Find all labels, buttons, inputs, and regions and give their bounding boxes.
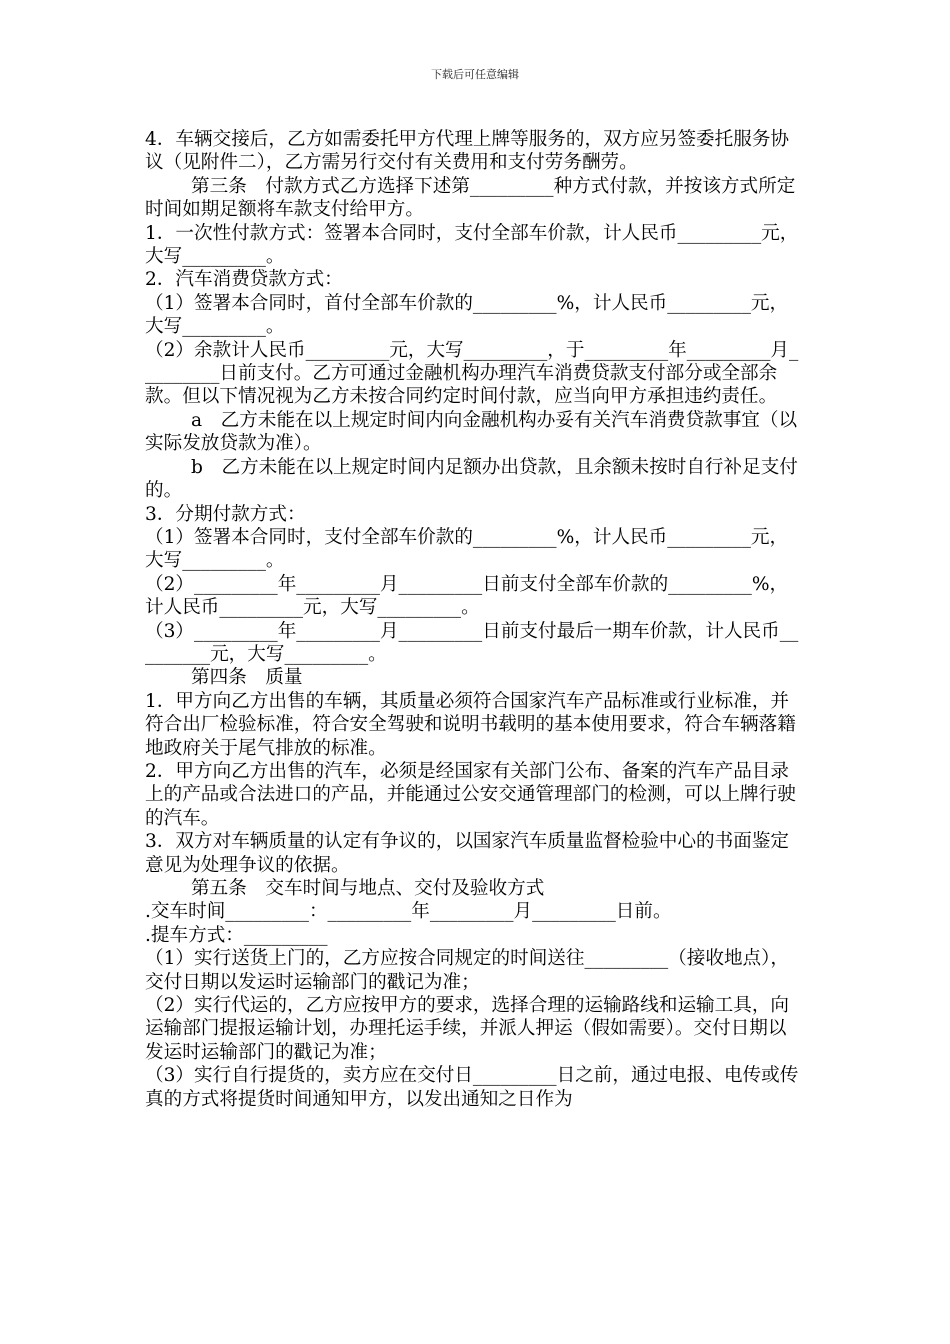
paragraph: （3）_________年_________月_________日前支付最后一期车价款，计人民币_________元，大写_________。	[145, 620, 799, 665]
paragraph: （1）签署本合同时，支付全部车价款的_________%，计人民币_________元，大写_________。	[145, 526, 789, 572]
paragraph: .提车方式：_________	[145, 924, 328, 946]
paragraph: （2）_________年_________月_________日前支付全部车价款的_________%，计人民币_________元，大写_________。	[145, 573, 789, 619]
document-body	[145, 128, 805, 1111]
article-4-heading: 第四条 质量	[191, 667, 303, 689]
article-3-heading: 第三条 付款方式乙方选择下述第_________种方式付款，并按该方式所定时间如期足额将车款支付给甲方。	[145, 175, 796, 221]
paragraph: （3）实行自行提货的，卖方应在交付日_________日之前，通过电报、电传或传真的方式将提货时间通知甲方，以发出通知之日作为	[145, 1065, 799, 1110]
paragraph: （1）实行送货上门的，乙方应按合同规定的时间送往_________（接收地点），交付日期以发运时运输部门的戳记为准；	[145, 948, 790, 993]
article-5-heading: 第五条 交车时间与地点、交付及验收方式	[191, 878, 545, 899]
paragraph: 1．一次性付款方式：签署本合同时，支付全部车价款，计人民币_________元，大写_________。	[145, 222, 799, 268]
page-header: 下载后可任意编辑	[431, 68, 519, 81]
paragraph: 3．分期付款方式：	[145, 503, 306, 525]
paragraph: 2．甲方向乙方出售的汽车，必须是经国家有关部门公布、备案的汽车产品目录上的产品或合法进口的产品，并能通过公安交通管理部门的检测，可以上牌行驶的汽车。	[145, 760, 796, 829]
paragraph: 3．双方对车辆质量的认定有争议的，以国家汽车质量监督检验中心的书面鉴定意见为处理争议的依据。	[145, 831, 790, 876]
paragraph: 4．车辆交接后，乙方如需委托甲方代理上牌等服务的，双方应另签委托服务协议（见附件二），乙方需另行交付有关费用和支付劳务酬劳。	[145, 129, 790, 174]
paragraph: （1）签署本合同时，首付全部车价款的_________%，计人民币_________元，大写_________。	[145, 292, 789, 338]
paragraph: 2．汽车消费贷款方式：	[145, 269, 343, 291]
paragraph: a 乙方未能在以上规定时间内向金融机构办妥有关汽车消费贷款事宜（以实际发放贷款为准）。	[145, 409, 798, 455]
paragraph: 1．甲方向乙方出售的车辆，其质量必须符合国家汽车产品标准或行业标准，并符合出厂检验标准，符合安全驾驶和说明书载明的基本使用要求，符合车辆落籍地政府关于尾气排放的标准。	[145, 690, 796, 759]
paragraph: （2）实行代运的，乙方应按甲方的要求，选择合理的运输路线和运输工具，向运输部门提报运输计划，办理托运手续，并派人押运（假如需要）。交付日期以发运时运输部门的戳记为准；	[145, 995, 790, 1063]
paragraph: b 乙方未能在以上规定时间内足额办出贷款，且余额未按时自行补足支付的。	[145, 456, 798, 502]
paragraph: （2）余款计人民币_________元，大写_________，于_________年_________月_________日前支付。乙方可通过金融机构办理汽车消费贷款支付部分或全部余款。但以下情况视为乙方未按合同约定时间付款，应当向甲方承担违约责任。	[145, 339, 799, 408]
paragraph: .交车时间_________：_________年_________月_________日前。	[145, 901, 672, 923]
